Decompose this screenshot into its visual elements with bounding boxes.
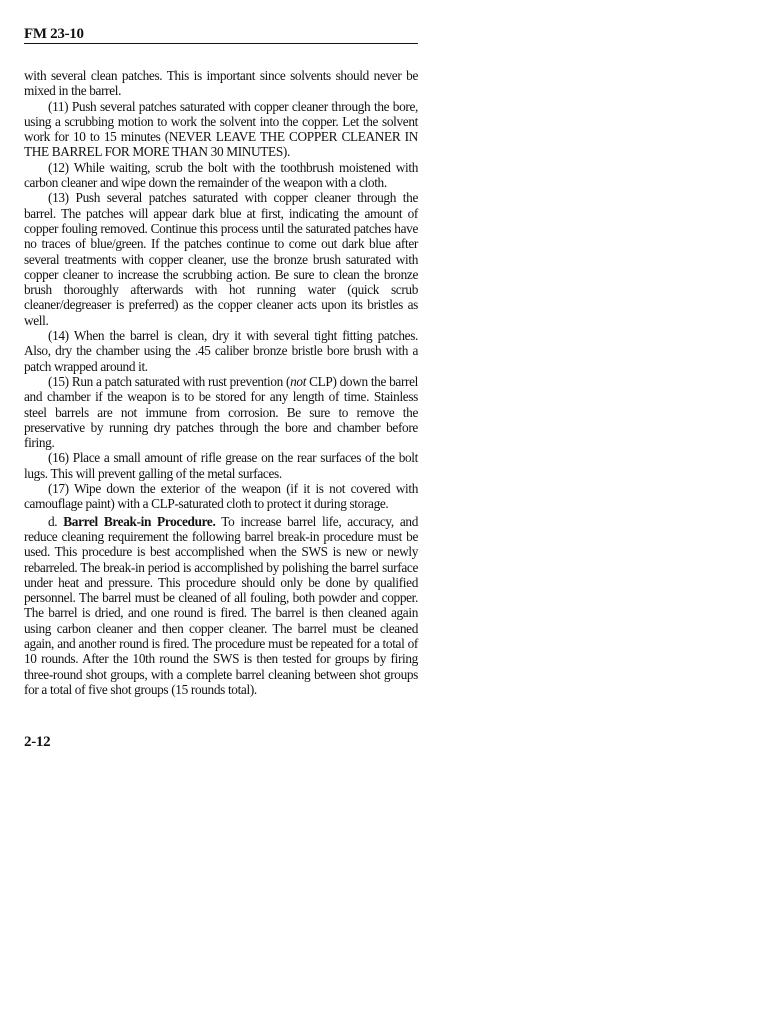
step-15 <box>24 374 418 450</box>
paragraph-continuation: with several clean patches. This is important since solvents should never be mixed in the barrel. <box>24 68 418 99</box>
step-14: (14) When the barrel is clean, dry it with several tight fitting patches. Also, dry the chamber using the .45 caliber bronze bristle bore brush with a patch wrapped around it. <box>24 328 418 374</box>
step-15-text-start: (15) Run a patch saturated with rust prevention ( <box>48 373 291 389</box>
step-12: (12) While waiting, scrub the bolt with the toothbrush moistened with carbon cleaner and wipe down the remainder of the weapon with a cloth. <box>24 159 418 191</box>
page-number: 2-12 <box>24 734 51 750</box>
section-d-heading: Barrel Break-in Procedure. <box>63 513 216 529</box>
step-17: (17) Wipe down the exterior of the weapon (if it is not covered with camouflage paint) with a CLP-saturated cloth to protect it during storage. <box>24 481 418 512</box>
section-d-label: d. <box>48 513 58 529</box>
manual-title: FM 23-10 <box>24 26 84 42</box>
step-15-emphasis: not <box>290 373 307 389</box>
step-13: (13) Push several patches saturated with copper cleaner through the barrel. The patches will appear dark blue at first, indicating the amount of copper fouling removed. Continue this process until the saturated patches have no traces of blue/green. If the patches continue to come out dark blue after several treatments with copper cleaner, use the bronze brush saturated with copper cleaner to increase the scrubbing action. Be sure to clean the bronze brush thoroughly afterwards with hot running water (quick scrub cleaner/degreaser is preferred) as the copper cleaner acts upon its bristles as well. <box>24 190 418 328</box>
step-15-text-end: CLP) down the barrel and chamber if the weapon is to be stored for any length of time. Stainless steel barrels are not immune from corrosion. Be sure to remove the preservative by running dry patches through the bore and chamber before firing. <box>24 373 419 451</box>
section-d <box>24 514 418 698</box>
step-16: (16) Place a small amount of rifle grease on the rear surfaces of the bolt lugs. This will prevent galling of the metal surfaces. <box>24 450 418 481</box>
section-d-text: To increase barrel life, accuracy, and reduce cleaning requirement the following barrel break-in procedure must be used. This procedure is best accomplished when the SWS is new or newly rebarreled. The break-in period is accomplished by polishing the barrel surface under heat and pressure. This procedure should only be done by qualified personnel. The barrel must be cleaned of all fouling, both powder and copper. The barrel is dried, and one round is fired. The barrel is then cleaned again using carbon cleaner and then copper cleaner. The barrel must be cleaned again, and another round is fired. The procedure must be repeated for a total of 10 rounds. After the 10th round the SWS is then tested for groups by firing three-round shot groups, with a complete barrel cleaning between shot groups for a total of five shot groups (15 rounds total). <box>24 513 418 697</box>
page-body <box>24 68 418 697</box>
page-header <box>24 26 418 44</box>
step-11: (11) Push several patches saturated with copper cleaner through the bore, using a scrubbing motion to work the solvent into the copper. Let the solvent work for 10 to 15 minutes (NEVER LEAVE THE COPPER CLEANER IN THE BARREL FOR MORE THAN 30 MINUTES). <box>24 98 418 160</box>
